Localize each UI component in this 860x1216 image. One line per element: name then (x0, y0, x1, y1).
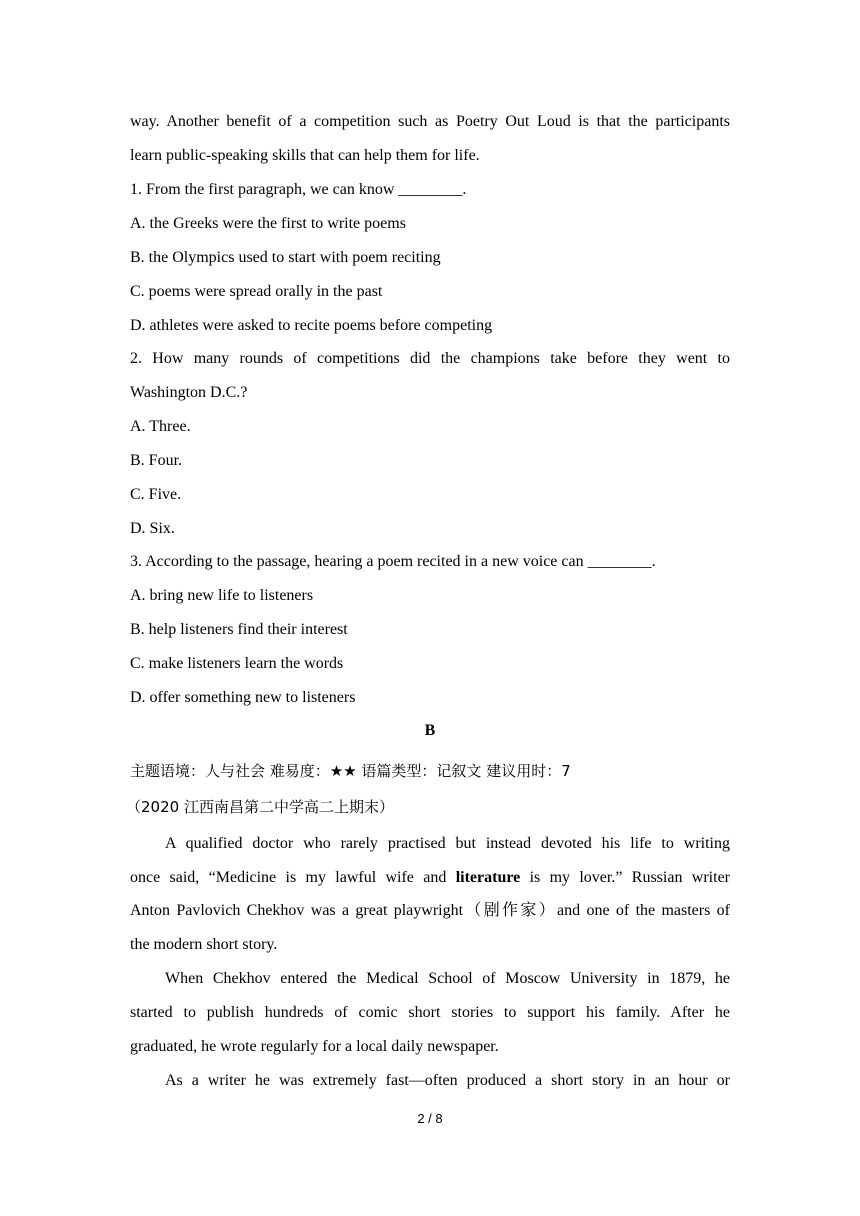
question-2-option-a: A. Three. (130, 418, 191, 435)
question-3-stem: 3. According to the passage, hearing a poem recited in a new voice can ________. (130, 553, 656, 570)
question-1-option-b: B. the Olympics used to start with poem reciting (130, 249, 441, 266)
passage-line: learn public-speaking skills that can help them for life. (130, 147, 480, 164)
question-1-stem: 1. From the first paragraph, we can know ________. (130, 181, 467, 198)
section-heading: B (424, 722, 436, 739)
section-meta: 主题语境：人与社会 难易度：★★ 语篇类型：记叙文 建议用时：7 (130, 762, 571, 780)
passage-line: the modern short story. (130, 936, 278, 953)
section-source: （2020 江西南昌第二中学高二上期末） (126, 798, 394, 816)
question-3-option-b: B. help listeners find their interest (130, 621, 348, 638)
question-2-stem-cont: Washington D.C.? (130, 384, 248, 401)
passage-line: A qualified doctor who rarely practised but instead devoted his life to writing (165, 835, 730, 852)
question-1-option-d: D. athletes were asked to recite poems before competing (130, 317, 493, 334)
question-3-option-d: D. offer something new to listeners (130, 689, 356, 706)
question-2-option-b: B. Four. (130, 452, 183, 469)
question-2-option-c: C. Five. (130, 486, 182, 503)
passage-line: way. Another benefit of a competition such as Poetry Out Loud is that the participants (130, 113, 730, 130)
passage-line: As a writer he was extremely fast—often produced a short story in an hour or (165, 1072, 730, 1089)
page-number: 2 / 8 (417, 1111, 443, 1126)
passage-line: once said, “Medicine is my lawful wife and literature is my lover.” Russian writer (130, 869, 730, 886)
question-3-option-c: C. make listeners learn the words (130, 655, 344, 672)
question-1-option-a: A. the Greeks were the first to write poems (130, 215, 406, 232)
passage-line: Anton Pavlovich Chekhov was a great playwright（剧作家）and one of the masters of (130, 902, 730, 919)
passage-line: graduated, he wrote regularly for a local daily newspaper. (130, 1038, 499, 1055)
passage-line: When Chekhov entered the Medical School of Moscow University in 1879, he (165, 970, 730, 987)
question-1-option-c: C. poems were spread orally in the past (130, 283, 383, 300)
emphasis-word: literature (455, 869, 521, 886)
question-2-option-d: D. Six. (130, 520, 175, 537)
passage-line: started to publish hundreds of comic short stories to support his family. After he (130, 1004, 730, 1021)
question-2-stem: 2. How many rounds of competitions did the champions take before they went to (130, 350, 730, 367)
question-3-option-a: A. bring new life to listeners (130, 587, 314, 604)
